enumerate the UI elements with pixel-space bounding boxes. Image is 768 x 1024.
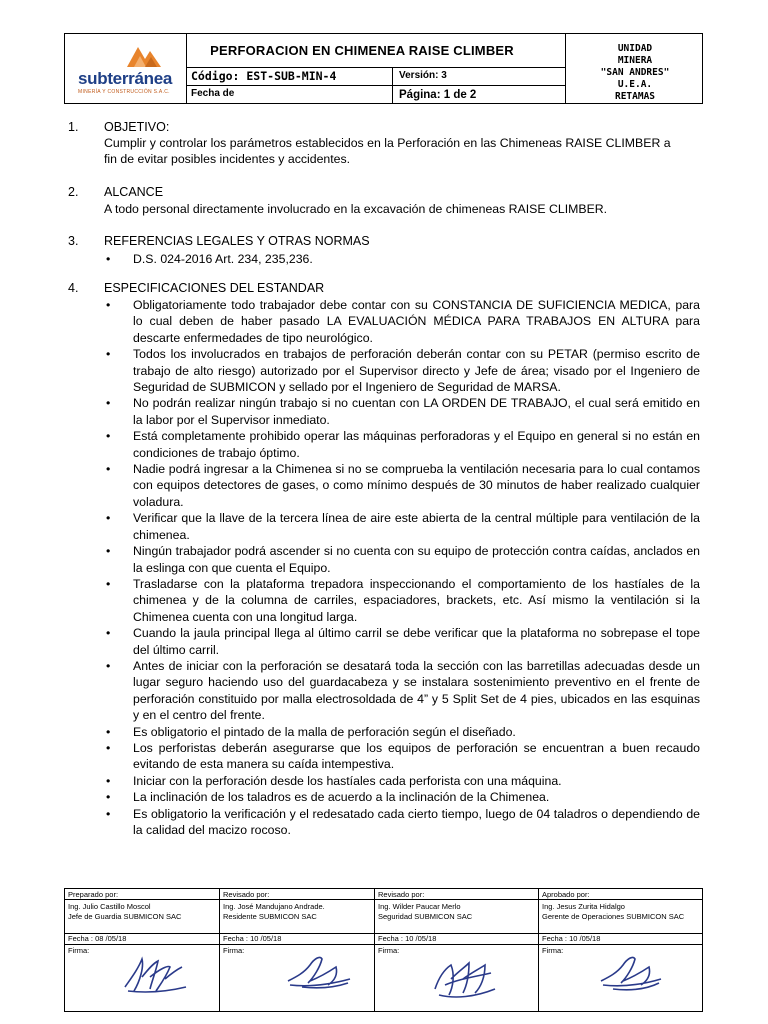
- signature-label: Firma:: [68, 946, 90, 955]
- section-number: 4.: [68, 281, 79, 295]
- bullet-icon: •: [106, 462, 111, 477]
- signature-label: Firma:: [378, 946, 400, 955]
- section-title: OBJETIVO:: [104, 120, 170, 134]
- bullet-icon: •: [106, 790, 111, 805]
- bullet-icon: •: [106, 806, 111, 821]
- list-item: [100, 724, 700, 740]
- handwritten-signature-icon: [595, 949, 665, 997]
- approval-table: [64, 888, 703, 1012]
- section-number: 1.: [68, 120, 79, 134]
- section-objetivo-heading: [68, 120, 169, 134]
- signer-name: Ing. José Mandujano Andrade.: [223, 902, 325, 911]
- unit-line: "SAN ANDRES": [600, 67, 670, 78]
- prepared-by-heading: Preparado por:: [68, 890, 119, 899]
- list-item: [100, 510, 700, 543]
- signer-name: Ing. Julio Castillo Moscol: [68, 902, 151, 911]
- bullet-icon: •: [106, 724, 111, 739]
- signature-label: Firma:: [223, 946, 245, 955]
- unit-line: MINERA: [617, 55, 653, 66]
- signer-role: Jefe de Guardia SUBMICON SAC: [68, 911, 182, 921]
- unit-line: UNIDAD: [617, 43, 653, 54]
- list-item-text: Los perforistas deberán asegurarse que los equipos de perforación se encuentran a buen recaudo evitando de esta manera su caída intempestiva.: [133, 740, 700, 772]
- prepared-by-name: [68, 902, 218, 921]
- reviewed-by-heading: Revisado por:: [378, 890, 425, 899]
- objetivo-text-line-2: fin de evitar posibles incidentes y accidentes.: [104, 152, 351, 166]
- list-item: [100, 428, 700, 461]
- bullet-icon: •: [106, 252, 111, 266]
- section-title: ESPECIFICACIONES DEL ESTANDAR: [104, 281, 325, 295]
- list-item: [100, 789, 700, 805]
- section-title: ALCANCE: [104, 185, 164, 199]
- section-alcance-heading: [68, 185, 163, 199]
- section-referencias-heading: [68, 234, 370, 248]
- reviewed-by-name: [378, 902, 536, 921]
- list-item-text: Cuando la jaula principal llega al último carril se debe verificar que la plataforma no sobrepase el tope del último carril.: [133, 626, 700, 657]
- section-number: 2.: [68, 185, 79, 199]
- signer-name: Ing. Wilder Paucar Merlo: [378, 902, 461, 911]
- unit-block: [567, 43, 703, 103]
- signer-name: Ing. Jesus Zurita Hidalgo: [542, 902, 625, 911]
- approved-date: Fecha : 10 /05/18: [542, 934, 601, 943]
- signer-role: Seguridad SUBMICON SAC: [378, 911, 473, 921]
- referencia-item: D.S. 024-2016 Art. 234, 235,236.: [133, 252, 313, 266]
- list-item: [100, 658, 700, 724]
- logo-text: subterránea: [78, 69, 173, 88]
- list-item-text: Ningún trabajador podrá ascender si no cuenta con su equipo de protección contra caídas, anclados en la eslinga con que cuenta el Equipo.: [133, 544, 700, 575]
- section-number: 3.: [68, 234, 79, 248]
- reviewed-by-heading: Revisado por:: [223, 890, 270, 899]
- list-item: [100, 740, 700, 773]
- date-label: Fecha de: [191, 88, 235, 99]
- document-title: PERFORACION EN CHIMENEA RAISE CLIMBER: [210, 43, 514, 58]
- reviewed-date: Fecha : 10 /05/18: [378, 934, 437, 943]
- company-logo-icon: [125, 41, 163, 69]
- list-item-text: Iniciar con la perforación desde los hastíales cada perforista con una máquina.: [133, 773, 562, 788]
- approved-by-name: [542, 902, 700, 921]
- unit-line: U.E.A.: [617, 79, 653, 90]
- handwritten-signature-icon: [120, 947, 190, 999]
- signature-label: Firma:: [542, 946, 564, 955]
- handwritten-signature-icon: [425, 949, 505, 1005]
- list-item-text: Está completamente prohibido operar las máquinas perforadoras y el Equipo en general si no están en condiciones de trabajo óptimo.: [133, 429, 700, 460]
- list-item: [100, 773, 700, 789]
- bullet-icon: •: [106, 298, 111, 312]
- bullet-icon: •: [106, 511, 111, 526]
- list-item: [100, 395, 700, 428]
- bullet-icon: •: [106, 544, 111, 559]
- list-item: [100, 625, 700, 658]
- document-header: [64, 33, 703, 104]
- section-title: REFERENCIAS LEGALES Y OTRAS NORMAS: [104, 234, 370, 248]
- list-item-text: Nadie podrá ingresar a la Chimenea si no se comprueba la ventilación necesaria para lo cual contamos con equipos detectores de gases, o como mínimo después de 30 minutos de haber realizado cualquier voladura.: [133, 462, 700, 509]
- logo-tagline: MINERÍA Y CONSTRUCCIÓN S.A.C.: [78, 89, 170, 95]
- list-item-text: Antes de iniciar con la perforación se desatará toda la sección con las barretillas adecuadas desde un lugar seguro haciendo uso del guardacabeza y se instalara sostenimiento preventivo en el frente de perforación constituido por malla electrosoldada de 4” y 5 Split Set de 4 pies, ubicados en las esquinas y en el centro del frente.: [133, 658, 700, 723]
- approved-by-heading: Aprobado por:: [542, 890, 590, 899]
- list-item: [100, 297, 700, 346]
- bullet-icon: •: [106, 429, 111, 444]
- list-item: [100, 576, 700, 625]
- bullet-icon: •: [106, 576, 111, 591]
- bullet-icon: •: [106, 740, 111, 755]
- list-item: [100, 346, 700, 395]
- bullet-icon: •: [106, 773, 111, 788]
- alcance-text: A todo personal directamente involucrado en la excavación de chimeneas RAISE CLIMBER.: [104, 202, 608, 216]
- list-item: [100, 806, 700, 839]
- list-item-text: No podrán realizar ningún trabajo si no cuentan con LA ORDEN DE TRABAJO, el cual será emitido en la labor por el Supervisor inmediato.: [133, 396, 700, 427]
- list-item-text: La inclinación de los taladros es de acuerdo a la inclinación de la Chimenea.: [133, 790, 550, 805]
- section-especificaciones-heading: [68, 281, 324, 295]
- list-item-text: Es obligatorio la verificación y el redesatado cada cierto tiempo, luego de 04 taladros o dependiendo de la calidad del macizo rocoso.: [133, 806, 700, 837]
- document-version: Versión: 3: [399, 70, 447, 81]
- list-item-text: Obligatoriamente todo trabajador debe contar con su CONSTANCIA DE SUFICIENCIA MEDICA, para lo cual deben de haber pasado LA EVALUACIÓN MÉDICA PARA TRABAJOS EN ALTURA para descarte enfermedades de tipo neurológico.: [133, 298, 700, 345]
- bullet-icon: •: [106, 396, 111, 411]
- list-item: [100, 543, 700, 576]
- signer-role: Residente SUBMICON SAC: [223, 911, 317, 921]
- unit-line: RETAMAS: [614, 91, 656, 102]
- specification-list: [100, 297, 700, 838]
- document-code: Código: EST-SUB-MIN-4: [191, 69, 337, 83]
- reviewed-by-name: [223, 902, 373, 921]
- list-item-text: Todos los involucrados en trabajos de perforación deberán contar con su PETAR (permiso escrito de trabajo de alto riesgo) autorizado por el Supervisor directo y Jefe de área; visado por el Ingeniero de Seguridad de SUBMICON y sellado por el Ingeniero de Seguridad de MARSA.: [133, 347, 700, 395]
- bullet-icon: •: [106, 626, 111, 641]
- list-item-text: Trasladarse con la plataforma trepadora inspeccionando el comportamiento de los hastíales de la chimenea y de la columna de carriles, espaciadores, brackets, etc. Así mismo la ventilación si la Chimenea cuenta con una longitud larga.: [133, 576, 700, 624]
- list-item-text: Verificar que la llave de la tercera línea de aire este abierta de la central múltiple para ventilación de la chimenea.: [133, 511, 700, 542]
- handwritten-signature-icon: [280, 947, 355, 997]
- prepared-date: Fecha : 08 /05/18: [68, 934, 127, 943]
- list-item: [100, 461, 700, 510]
- reviewed-date: Fecha : 10 /05/18: [223, 934, 282, 943]
- list-item-text: Es obligatorio el pintado de la malla de perforación según el diseñado.: [133, 724, 516, 739]
- page-number: Página: 1 de 2: [399, 89, 477, 101]
- signer-role: Gerente de Operaciones SUBMICON SAC: [542, 911, 685, 921]
- bullet-icon: •: [106, 658, 111, 673]
- bullet-icon: •: [106, 347, 111, 362]
- objetivo-text-line-1: Cumplir y controlar los parámetros establecidos en la Perforación en las Chimeneas RAISE CLIMBER a: [104, 136, 671, 150]
